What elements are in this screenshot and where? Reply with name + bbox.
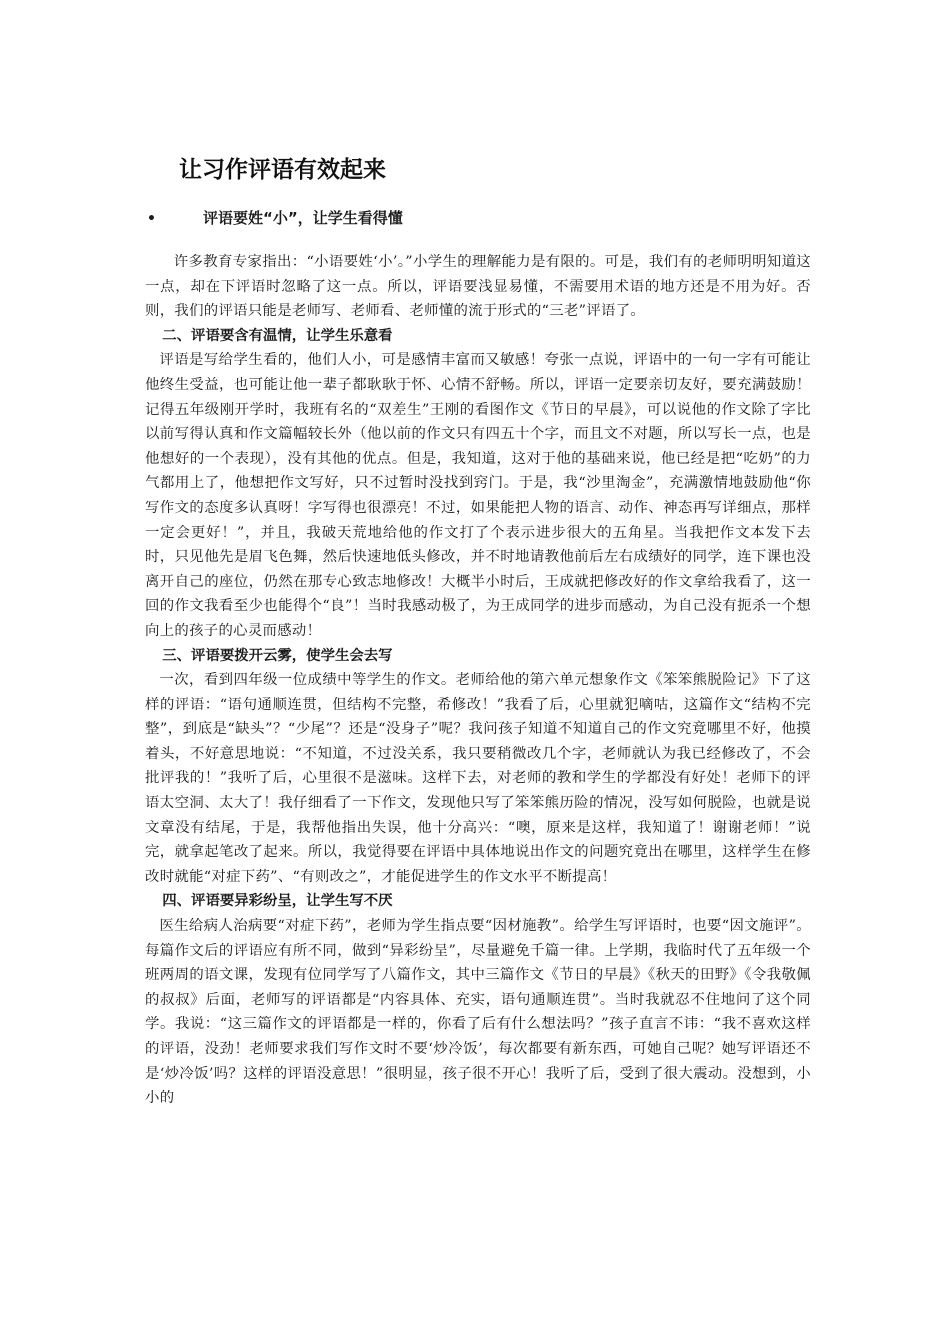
section-4-paragraph: 医生给病人治病要“对症下药”，老师为学生指点要“因材施教”。给学生写评语时，也要“因文施评”。每篇作文后的评语应有所不同，做到“异彩纷呈”，尽量避免千篇一律。上学期，我临时代了五年级一个班两周的语文课，发现有位同学写了八篇作文，其中三篇作文《节日的早晨》《秋天的田野》《令我敬佩的叔叔》后面，老师写的评语都是“内容具体、充实，语句通顺连贯”。当时我就忍不住地问了这个同学。我说：“这三篇作文的评语都是一样的，你看了后有什么想法吗？”孩子直言不讳：“我不喜欢这样的评语，没劲！老师要求我们写作文时不要‘炒冷饭’，每次都要有新东西，可她自己呢？她写评语还不是‘炒冷饭’吗？这样的评语没意思！”很明显，孩子很不开心！我听了后，受到了很大震动。没想到，小小的 — [145, 918, 811, 1107]
section-heading-3: 三、评语要拨开云雾，使学生会去写 — [162, 647, 393, 664]
document-body — [145, 250, 811, 1111]
section-heading-2: 二、评语要含有温情，让学生乐意看 — [162, 327, 393, 344]
section-heading-1-text: 评语要姓“小”，让学生看得懂 — [203, 209, 403, 227]
section-heading-4: 四、评语要异彩纷呈，让学生写不厌 — [162, 893, 393, 910]
section-heading-1 — [147, 204, 403, 232]
section-1-paragraph: 许多教育专家指出：“小语要姓‘小’。”小学生的理解能力是有限的。可是，我们有的老师明明知道这一点，却在下评语时忽略了这一点。所以，评语要浅显易懂，不需要用术语的地方还是不用为好。否则，我们的评语只能是老师写、老师看、老师懂的流于形式的“三老”评语了。 — [145, 254, 811, 320]
document-title: 让习作评语有效起来 — [179, 157, 386, 183]
section-2-paragraph: 评语是写给学生看的，他们人小，可是感情丰富而又敏感！夸张一点说，评语中的一句一字有可能让他终生受益，也可能让他一辈子都耿耿于怀、心情不舒畅。所以，评语一定要亲切友好，要充满鼓励！记得五年级刚开学时，我班有名的“双差生”王刚的看图作文《节日的早晨》，可以说他的作文除了字比以前写得认真和作文篇幅较长外（他以前的作文只有四五十个字，而且文不对题，所以写长一点，也是他想好的一个表现），没有其他的优点。但是，我知道，这对于他的基础来说，他已经是把“吃奶”的力气都用上了，他想把作文写好，只不过暂时没找到窍门。于是，我“沙里淘金”，充满激情地鼓励他“你写作文的态度多认真呀！字写得也很漂亮！不过，如果能把人物的语言、动作、神态再写详细点，那样一定会更好！”，并且，我破天荒地给他的作文打了个表示进步很大的五角星。当我把作文本发下去时，只见他先是眉飞色舞，然后快速地低头修改，并不时地请教他前后左右成绩好的同学，连下课也没离开自己的座位，仍然在那专心致志地修改！大概半小时后，王成就把修改好的作文拿给我看了，这一回的作文我看至少也能得个“良”！当时我感动极了，为王成同学的进步而感动，为自己没有扼杀一个想向上的孩子的心灵而感动！ — [145, 352, 811, 639]
bullet-icon: • — [147, 211, 156, 227]
section-3-paragraph: 一次，看到四年级一位成绩中等学生的作文。老师给他的第六单元想象作文《笨笨熊脱险记》下了这样的评语：“语句通顺连贯，但结构不完整，希修改！”我看了后，心里就犯嘀咕，这篇作文“结构不完整”，到底是“缺头”？“少尾”？还是“没身子”呢？我问孩子知道不知道自己的作文究竟哪里不好，他摸着头，不好意思地说：“不知道，不过没关系，我只要稍微改几个字，老师就认为我已经修改了，不会批评我的！”我听了后，心里很不是滋味。这样下去，对老师的教和学生的学都没有好处！老师下的评语太空洞、太大了！我仔细看了一下作文，发现他只写了笨笨熊历险的情况，没写如何脱险，也就是说文章没有结尾，于是，我帮他指出失误，他十分高兴：“噢，原来是这样，我知道了！谢谢老师！”说完，就拿起笔改了起来。所以，我觉得要在评语中具体地说出作文的问题究竟出在哪里，这样学生在修改时就能“对症下药”、“有则改之”，才能促进学生的作文水平不断提高！ — [145, 672, 811, 885]
